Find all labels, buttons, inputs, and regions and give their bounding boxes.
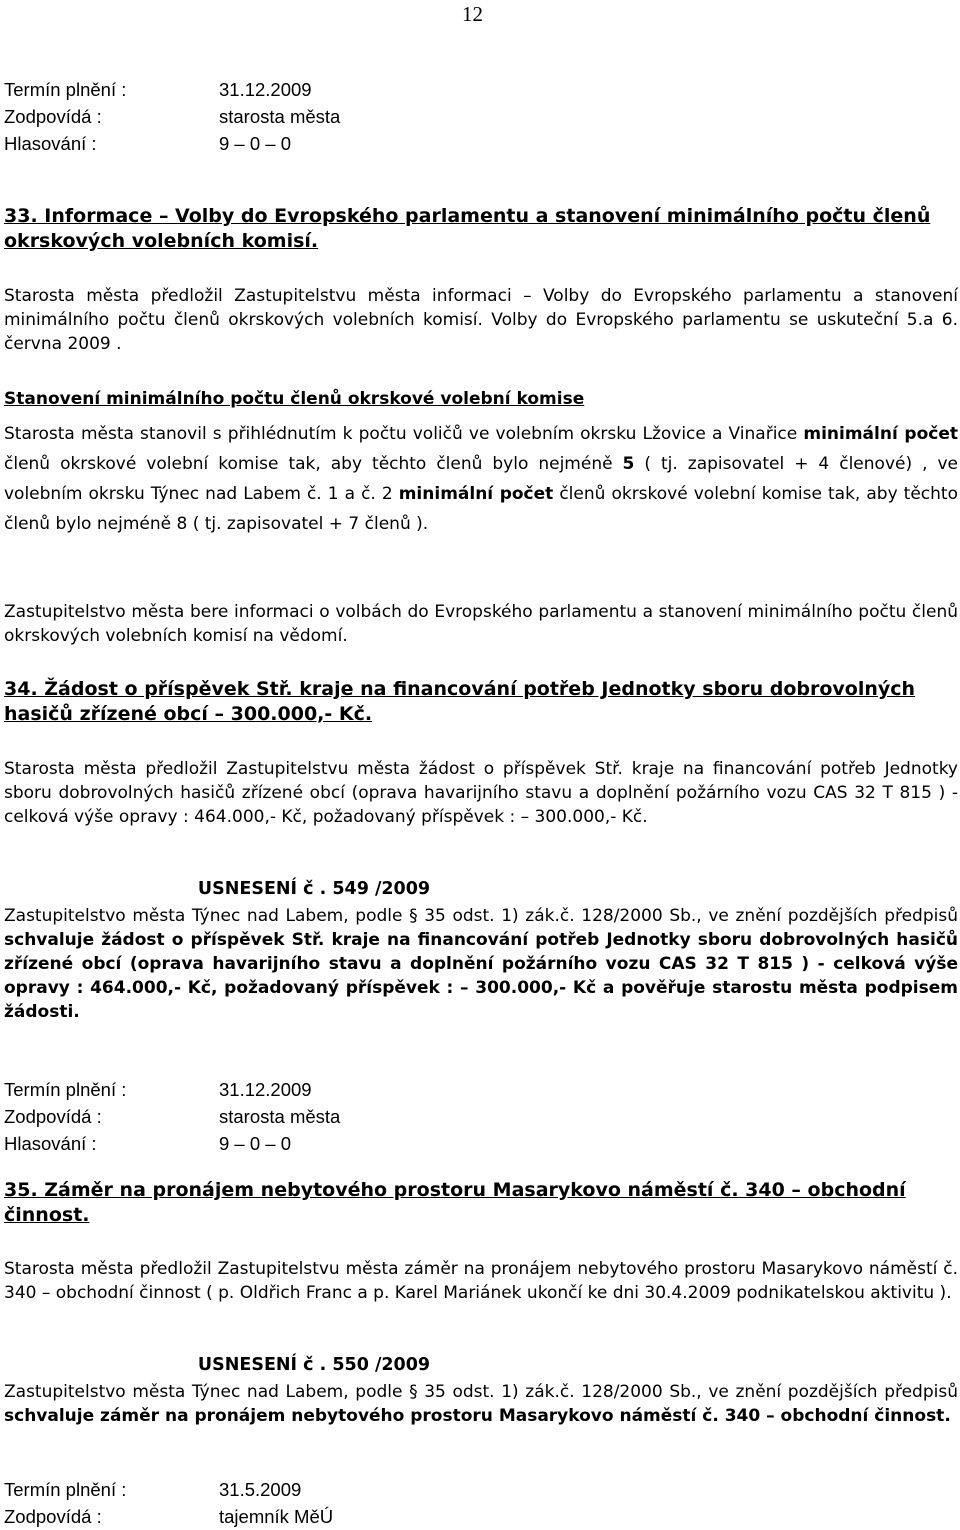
- item-33-intro-block: [4, 284, 958, 356]
- item-35-intro-block: [4, 1257, 958, 1305]
- zodpovida-value: starosta města: [219, 1106, 341, 1127]
- item-35-res-part-a: Zastupitelstvo města Týnec nad Labem, podle § 35 odst. 1) zák.č. 128/2000 Sb., ve znění pozdějších předpisů: [4, 1382, 958, 1402]
- item-35-res-part-b: schvaluje záměr na pronájem nebytového prostoru Masarykovo náměstí č. 340 – obchodní činnost.: [4, 1406, 951, 1426]
- termin-label: Termín plnění :: [4, 1079, 127, 1100]
- termin-value: 31.5.2009: [219, 1479, 302, 1500]
- p1-part-f: minimální počet: [398, 484, 554, 504]
- item-33-paragraph-block: [4, 419, 958, 539]
- hlasovani-label: Hlasování :: [4, 133, 97, 154]
- item-34-resolution: [4, 904, 958, 1024]
- item-35-resolution-block: [4, 1380, 958, 1428]
- item-34-intro: Starosta města předložil Zastupitelstvu města žádost o příspěvek Stř. kraje na financování potřeb Jednotky sboru dobrovolných hasičů zřízené obcí (oprava havarijního stavu a doplnění požárního vozu CAS 32 T 815 ) - celková výše opravy : 464.000,- Kč, požadovaný příspěvek : – 300.000,- Kč.: [4, 759, 958, 827]
- item-35-resolution-title-block: [4, 1355, 958, 1375]
- item-34-resolution-title-block: [4, 879, 958, 899]
- p1-part-a: Starosta města stanovil s přihlédnutím k počtu voličů ve volebním okrsku Lžovice a Vinařice: [4, 424, 804, 444]
- p1-part-b: minimální počet: [803, 424, 958, 444]
- termin-label: Termín plnění :: [4, 1479, 127, 1500]
- item-35-intro: Starosta města předložil Zastupitelstvu města záměr na pronájem nebytového prostoru Masarykovo náměstí č. 340 – obchodní činnost ( p. Oldřich Franc a p. Karel Mariánek ukončí ke dni 30.4.2009 podnikatelskou aktivitu ).: [4, 1259, 958, 1303]
- p1-part-e: ( tj. zapisovatel + 4 členové) , ve volebním okrsku Týnec nad Labem č. 1 a č. 2: [4, 454, 958, 504]
- p1-part-d: 5: [622, 454, 635, 474]
- meta-block-3: [4, 1476, 333, 1530]
- item-34-intro-block: [4, 757, 958, 829]
- p1-part-c: členů okrskové volební komise tak, aby těchto členů bylo nejméně: [4, 454, 623, 474]
- item-35-resolution-title: USNESENÍ č . 550 /2009: [197, 1355, 431, 1375]
- item-33-heading: 33. Informace – Volby do Evropského parlamentu a stanovení minimálního počtu členů okrskových volebních komisí.: [4, 205, 931, 252]
- item-34-res-part-b: schvaluje žádost o příspěvek Stř. kraje na financování potřeb Jednotky sboru dobrovolných hasičů zřízené obcí (oprava havarijního stavu a doplnění požárního vozu CAS 32 T 815 ) - celková výše opravy : 464.000,- Kč, požadovaný příspěvek : – 300.000,- Kč a pověřuje starostu města podpisem žádosti.: [4, 930, 958, 1022]
- termin-label: Termín plnění :: [4, 79, 127, 100]
- item-33-conclusion: Zastupitelstvo města bere informaci o volbách do Evropského parlamentu a stanovení minimálního počtu členů okrskových volebních komisí na vědomí.: [4, 602, 958, 646]
- zodpovida-label: Zodpovídá :: [4, 1506, 102, 1527]
- termin-value: 31.12.2009: [219, 1079, 312, 1100]
- p1-part-g: členů okrskové volební komise tak, aby těchto členů bylo nejméně 8 ( tj. zapisovatel + 7 členů ).: [4, 484, 958, 534]
- item-34-heading: 34. Žádost o příspěvek Stř. kraje na financování potřeb Jednotky sboru dobrovolných hasičů zřízené obcí – 300.000,- Kč.: [4, 678, 916, 725]
- item-34-resolution-title: USNESENÍ č . 549 /2009: [197, 879, 431, 899]
- item-35-heading: 35. Záměr na pronájem nebytového prostoru Masarykovo náměstí č. 340 – obchodní činnost.: [4, 1179, 906, 1226]
- meta-block-1: [4, 76, 340, 157]
- item-33-heading-block: [4, 204, 958, 254]
- zodpovida-value: starosta města: [219, 106, 341, 127]
- item-34-heading-block: [4, 677, 958, 727]
- item-33-paragraph: [4, 419, 958, 539]
- hlasovani-label: Hlasování :: [4, 1133, 97, 1154]
- hlasovani-value: 9 – 0 – 0: [219, 133, 292, 154]
- termin-value: 31.12.2009: [219, 79, 312, 100]
- item-34-res-part-a: Zastupitelstvo města Týnec nad Labem, podle § 35 odst. 1) zák.č. 128/2000 Sb., ve znění pozdějších předpisů: [4, 906, 958, 926]
- zodpovida-value: tajemník MěÚ: [219, 1506, 334, 1527]
- item-33-intro: Starosta města předložil Zastupitelstvu města informaci – Volby do Evropského parlamentu a stanovení minimálního počtu členů okrskových volebních komisí. Volby do Evropského parlamentu se uskuteční 5.a 6. června 2009 .: [4, 286, 958, 354]
- hlasovani-value: 9 – 0 – 0: [219, 1133, 292, 1154]
- meta-block-2: [4, 1076, 340, 1157]
- item-35-resolution: [4, 1380, 958, 1428]
- page-number: 12: [462, 2, 483, 26]
- zodpovida-label: Zodpovídá :: [4, 106, 102, 127]
- item-33-subheading-block: [4, 387, 958, 411]
- item-34-resolution-block: [4, 904, 958, 1024]
- item-33-subheading: Stanovení minimálního počtu členů okrskové volební komise: [4, 389, 585, 409]
- zodpovida-label: Zodpovídá :: [4, 1106, 102, 1127]
- item-33-conclusion-block: [4, 600, 958, 648]
- item-35-heading-block: [4, 1178, 958, 1228]
